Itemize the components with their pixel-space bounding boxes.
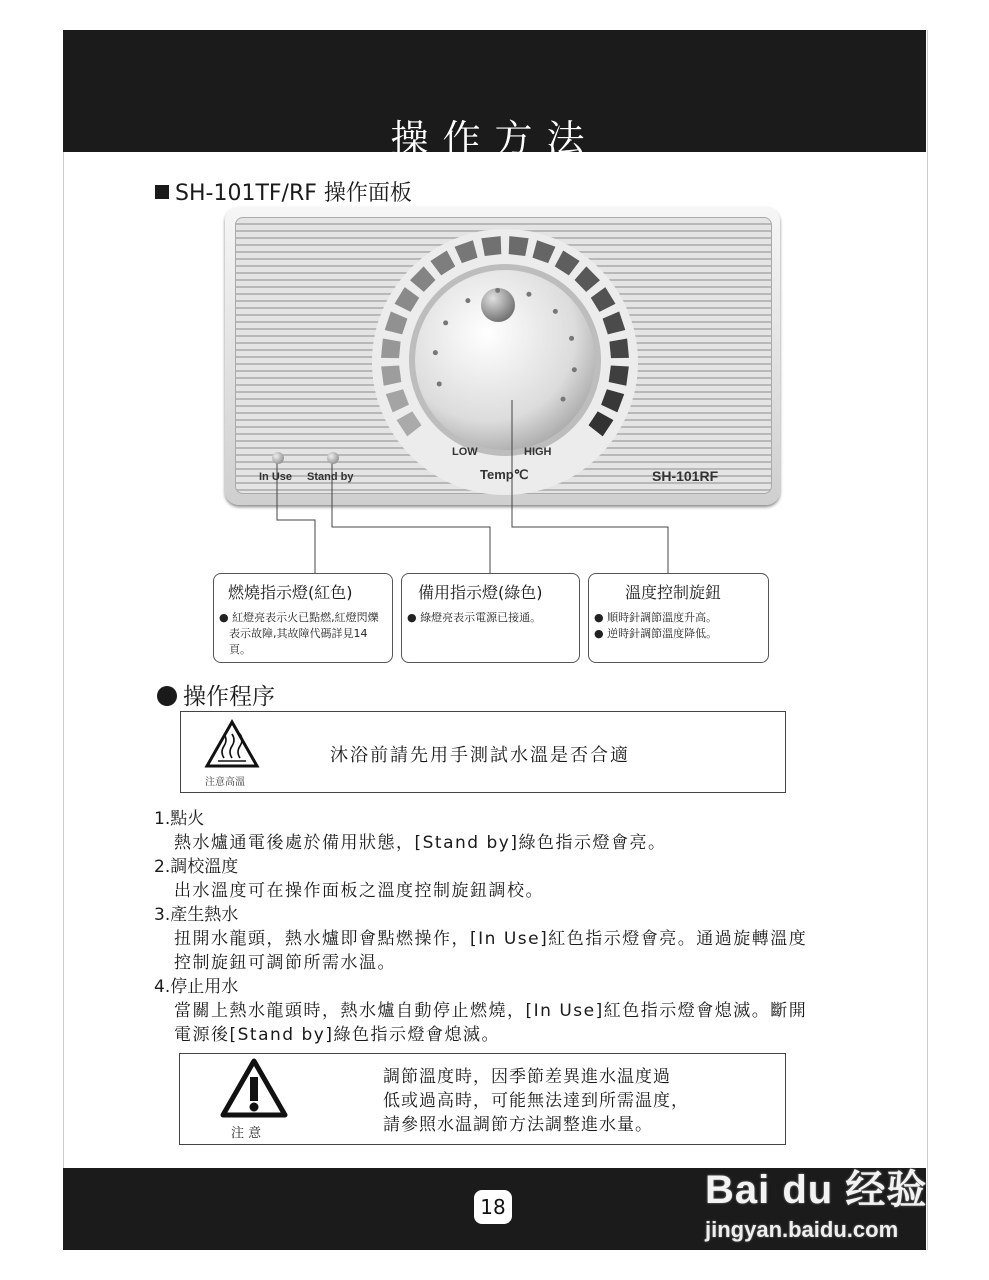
step-body: 出水溫度可在操作面板之溫度控制旋鈕調校。	[174, 881, 544, 901]
procedure-steps	[154, 807, 854, 1047]
page-number: 18	[474, 1190, 512, 1224]
callout-burn-title: 燃燒指示燈(紅色)	[228, 583, 353, 602]
low-label: LOW	[452, 446, 478, 458]
knob-dot	[433, 350, 438, 355]
knob-dot	[553, 309, 558, 314]
high-label: HIGH	[524, 446, 552, 458]
knob-dot	[569, 336, 574, 341]
knob-dot	[495, 288, 500, 293]
caution-line: 調節溫度時，因季節差異進水温度過	[383, 1067, 671, 1087]
step-heading: 3.產生熱水	[154, 905, 239, 925]
caution-line: 低或過高時，可能無法達到所需温度，	[383, 1091, 689, 1111]
callout-bullet: ● 紅燈亮表示火已點燃,紅燈閃爍表示故障,其故障代碼詳見14頁。	[219, 611, 379, 656]
knob-dot	[443, 320, 448, 325]
callout-bullet: ● 逆時針調節溫度降低。	[594, 627, 718, 640]
procedure-title-text: 操作程序	[183, 684, 275, 710]
knob-dot	[572, 367, 577, 372]
scale-segment	[609, 338, 629, 358]
callout-standby-body	[407, 610, 577, 626]
step-heading: 4.停止用水	[154, 977, 239, 997]
watermark-logo: Bai du 经验	[705, 1168, 928, 1212]
in-use-label: In Use	[259, 471, 293, 483]
page-title: 操作方法	[390, 117, 599, 161]
callout-bullet: ● 順時針調節溫度升高。	[594, 611, 718, 624]
caution-line: 請參照水温調節方法調整進水量。	[383, 1115, 653, 1135]
model-label: SH-101RF	[652, 468, 719, 484]
scale-segment	[381, 338, 401, 358]
callout-temp-title: 溫度控制旋鈕	[625, 583, 722, 602]
knob-pointer	[481, 288, 515, 322]
watermark-url: jingyan.baidu.com	[705, 1217, 899, 1242]
step-heading: 2.調校溫度	[154, 857, 239, 877]
step-body: 熱水爐通電後處於備用狀態，[Stand by]綠色指示燈會亮。	[174, 833, 667, 853]
procedure-section-title	[157, 678, 275, 711]
knob-dot	[465, 298, 470, 303]
caution-text	[383, 1065, 689, 1137]
caution-icon	[219, 1057, 289, 1119]
baidu-watermark	[705, 1158, 927, 1243]
hot-warning-text: 沐浴前請先用手測試水溫是否合適	[330, 745, 630, 766]
in-use-indicator-led	[272, 452, 284, 464]
standby-indicator-led	[327, 452, 339, 464]
panel-section-title-text: SH-101TF/RF 操作面板	[175, 181, 412, 206]
round-bullet-icon	[157, 686, 177, 706]
callout-temp-body	[594, 610, 764, 642]
callout-bullet: ● 綠燈亮表示電源已接通。	[407, 611, 542, 624]
temp-label: Temp℃	[480, 467, 529, 482]
callout-standby-title: 備用指示燈(綠色)	[418, 583, 543, 602]
standby-label: Stand by	[307, 471, 354, 483]
hot-warning-caption: 注意高溫	[205, 777, 245, 788]
caution-caption: 注 意	[231, 1126, 262, 1141]
scale-segment	[481, 236, 501, 256]
step-heading: 1.點火	[154, 809, 205, 829]
knob-dot	[561, 397, 566, 402]
knob-dot	[437, 381, 442, 386]
callout-burn-body	[219, 610, 389, 658]
knob-dot	[526, 292, 531, 297]
scale-segment	[509, 236, 529, 256]
step-body: 當關上熱水龍頭時，熱水爐自動停止燃燒，[In Use]紅色指示燈會熄滅。斷開電源後[Stand by]綠色指示燈會熄滅。	[174, 1001, 808, 1045]
hot-surface-warning-icon	[202, 716, 262, 776]
step-body: 扭開水龍頭，熱水爐即會點燃操作，[In Use]紅色指示燈會亮。通過旋轉溫度控制旋鈕可調節所需水温。	[174, 929, 808, 973]
